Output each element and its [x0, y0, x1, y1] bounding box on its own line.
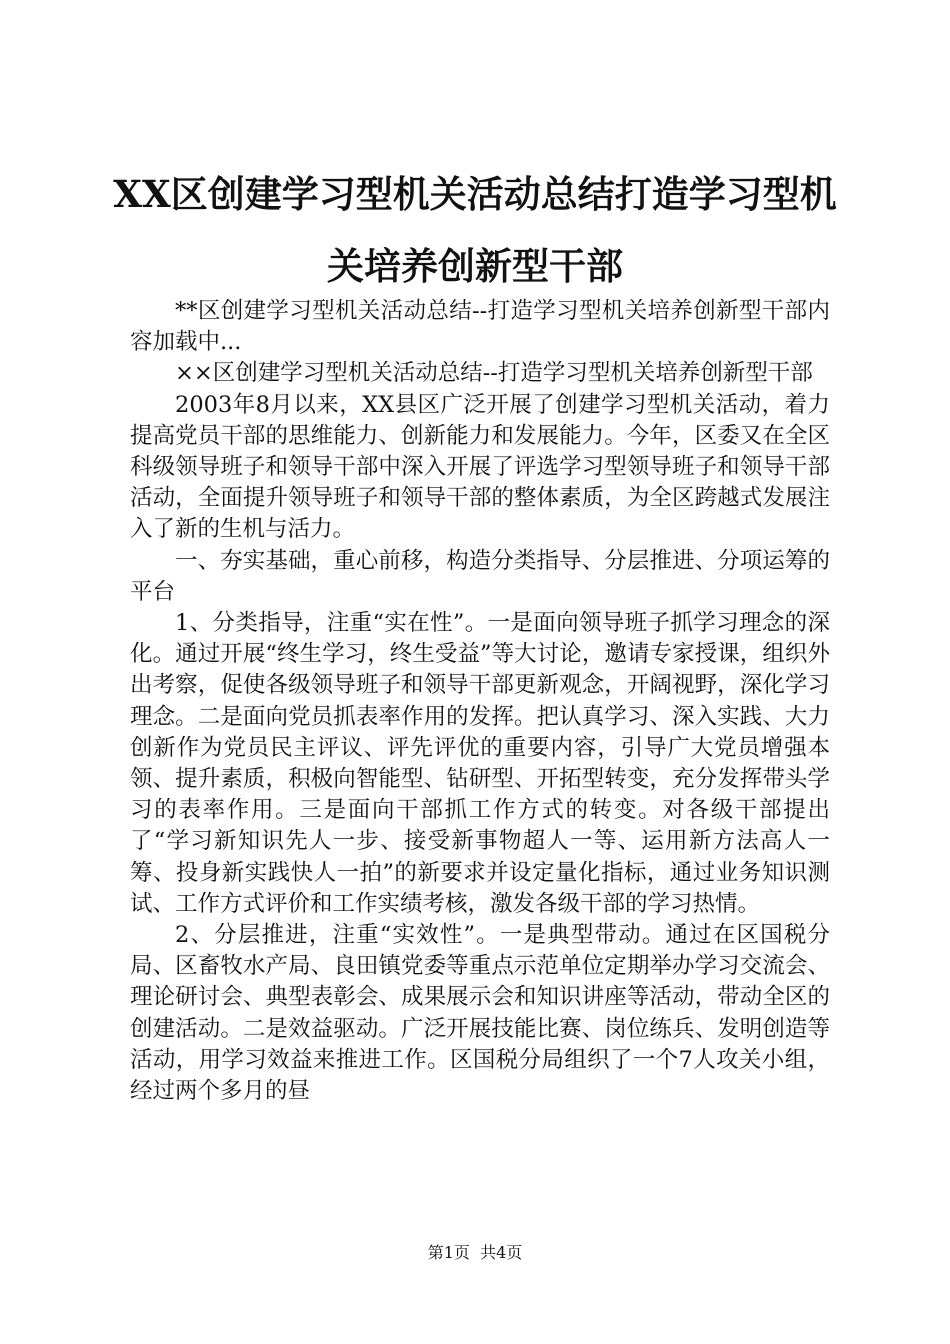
document-title	[100, 158, 850, 302]
paragraph-loading-note: **区创建学习型机关活动总结--打造学习型机关培养创新型干部内容加载中...	[130, 298, 830, 356]
paragraph-subtitle: ××区创建学习型机关活动总结--打造学习型机关培养创新型干部	[175, 360, 813, 387]
title-line-1: XX区创建学习型机关活动总结打造学习型机	[113, 172, 837, 216]
title-line-2: 关培养创新型干部	[327, 244, 623, 288]
paragraph-point-1: 1、分类指导，注重“实在性”。一是面向领导班子抓学习理念的深化。通过开展“终生学习，终生受益”等大讨论，邀请专家授课，组织外出考察，促使各级领导班子和领导干部更新观念，开阔视野，深化学习理念。二是面向党员抓表率作用的发挥。把认真学习、深入实践、大力创新作为党员民主评议、评先评优的重要内容，引导广大党员增强本领、提升素质，积极向智能型、钻研型、开拓型转变，充分发挥带头学习的表率作用。三是面向干部抓工作方式的转变。对各级干部提出了“学习新知识先人一步、接受新事物超人一等、运用新方法高人一筹、投身新实践快人一拍”的新要求并设定量化指标，通过业务知识测试、工作方式评价和工作实绩考核，激发各级干部的学习热情。	[130, 610, 830, 917]
paragraph-section-heading: 一、夯实基础，重心前移，构造分类指导、分层推进、分项运筹的平台	[130, 547, 830, 605]
document-body	[130, 296, 830, 1107]
page-number-footer: 第1页 共4页	[427, 1243, 523, 1262]
paragraph-point-2: 2、分层推进，注重“实效性”。一是典型带动。通过在区国税分局、区畜牧水产局、良田镇党委等重点示范单位定期举办学习交流会、理论研讨会、典型表彰会、成果展示会和知识讲座等活动，带动全区的创建活动。二是效益驱动。广泛开展技能比赛、岗位练兵、发明创造等活动，用学习效益来推进工作。区国税分局组织了一个7人攻关小组，经过两个多月的昼	[130, 922, 830, 1105]
paragraph-intro: 2003年8月以来，XX县区广泛开展了创建学习型机关活动，着力提高党员干部的思维能力、创新能力和发展能力。今年，区委又在全区科级领导班子和领导干部中深入开展了评选学习型领导班子和领导干部活动，全面提升领导班子和领导干部的整体素质，为全区跨越式发展注入了新的生机与活力。	[130, 391, 830, 543]
